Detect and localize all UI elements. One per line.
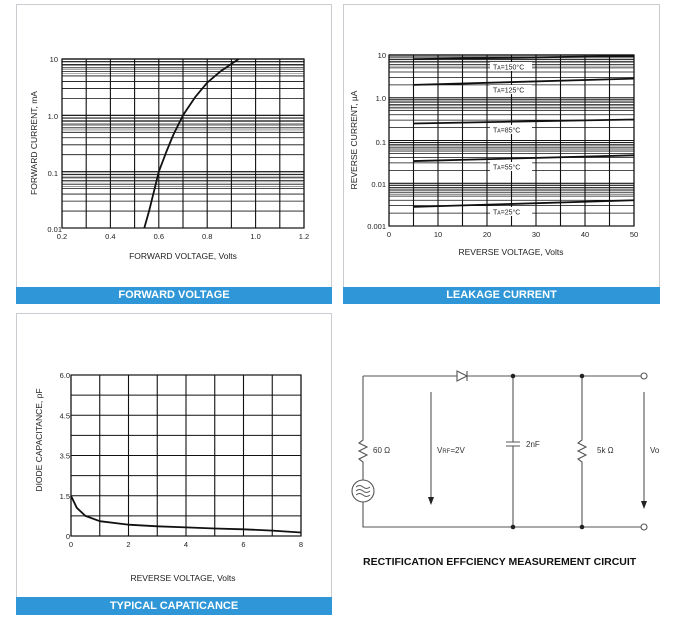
leakage-line <box>414 79 635 85</box>
series-label: TA=150°C <box>493 64 525 72</box>
fv-xtick: 0.2 <box>56 232 68 241</box>
lc-xtick: 50 <box>629 230 639 239</box>
series-label: TA=85°C <box>493 127 521 135</box>
fv-y-axis-label: FORWARD CURRENT, mA <box>29 91 39 195</box>
lc-yticks <box>367 51 386 231</box>
label-vrf: VRF=2V <box>437 446 465 455</box>
forward-voltage-chart <box>62 59 304 228</box>
leakage-current-title-bar: LEAKAGE CURRENT <box>343 287 660 304</box>
label-2nf: 2nF <box>526 440 540 449</box>
tc-xtick: 6 <box>241 540 246 549</box>
lc-xtick: 40 <box>580 230 590 239</box>
lc-ytick: 10 <box>377 51 386 60</box>
tc-xtick: 4 <box>183 540 189 549</box>
resistor-5k-ohm-icon <box>578 376 586 527</box>
lc-y-axis-label: REVERSE CURRENT, µA <box>349 90 359 190</box>
fv-xtick: 1.2 <box>298 232 310 241</box>
fv-xtick: 0.6 <box>153 232 165 241</box>
fv-xtick: 0.8 <box>201 232 213 241</box>
label-5k-ohm: 5k Ω <box>597 446 614 455</box>
lc-ytick: 0.001 <box>367 222 386 231</box>
typical-capacitance-title-bar: TYPICAL CAPATICANCE <box>16 597 332 615</box>
tc-x-axis-label: REVERSE VOLTAGE, Volts <box>130 573 236 583</box>
tc-ytick: 0 <box>65 532 70 541</box>
lc-ytick: 0.1 <box>375 138 386 147</box>
lc-xticks <box>387 230 638 239</box>
vo-arrowhead-icon <box>641 501 647 509</box>
tc-ytick: 6.0 <box>59 371 70 380</box>
tc-ytick: 3.5 <box>59 451 70 461</box>
tc-ytick: 1.5 <box>59 491 70 501</box>
lc-xtick: 0 <box>386 230 392 239</box>
vrf-arrowhead-icon <box>428 497 434 505</box>
label-60-ohm: 60 Ω <box>373 446 391 455</box>
fv-x-axis-label: FORWARD VOLTAGE, Volts <box>129 251 237 261</box>
tc-xtick: 2 <box>126 540 131 549</box>
fv-ytick-10: 10 <box>49 55 58 64</box>
tc-y-axis-label: DIODE CAPACITANCE, pF <box>34 388 44 492</box>
fv-xtick: 0.4 <box>105 232 116 241</box>
lc-ytick: 0.01 <box>371 180 386 189</box>
typical-capacitance-chart <box>71 375 301 536</box>
node-dot <box>580 525 585 530</box>
fv-xticks <box>57 232 309 241</box>
series-label: TA=125°C <box>493 87 525 95</box>
output-terminal-top <box>641 373 647 379</box>
tc-yticks <box>60 371 70 541</box>
node-dot <box>511 525 516 530</box>
wire-bottom <box>363 502 641 527</box>
lc-xtick: 10 <box>433 230 443 239</box>
resistor-60-ohm-icon <box>359 376 367 480</box>
series-label: TA=55°C <box>493 164 521 172</box>
leakage-line <box>414 155 635 161</box>
fv-ytick-1: 1.0 <box>47 112 58 121</box>
node-dot <box>580 374 585 379</box>
tc-ytick: 4.5 <box>59 411 70 421</box>
label-vo: Vo <box>650 446 660 455</box>
node-dot <box>511 374 516 379</box>
tc-xtick: 8 <box>298 540 304 549</box>
tc-xtick: 0 <box>68 540 74 549</box>
lc-xtick: 30 <box>531 230 541 239</box>
output-terminal-bottom <box>641 524 647 530</box>
diode-icon <box>457 371 467 381</box>
circuit-title: RECTIFICATION EFFCIENCY MEASUREMENT CIRCUIT <box>363 556 637 568</box>
lc-x-axis-label: REVERSE VOLTAGE, Volts <box>458 247 564 257</box>
lc-ytick: 1.0 <box>375 94 386 103</box>
fv-ytick-01: 0.1 <box>47 169 58 178</box>
capacitor-2nf-icon <box>506 376 520 527</box>
leakage-current-chart <box>389 55 634 226</box>
tc-xticks <box>69 540 303 549</box>
fv-ytick-001: 0.01 <box>47 225 62 234</box>
series-label: TA=25°C <box>493 209 521 217</box>
fv-xtick: 1.0 <box>250 232 261 241</box>
lc-xtick: 20 <box>482 230 492 239</box>
forward-voltage-title-bar: FORWARD VOLTAGE <box>16 287 332 304</box>
ac-wave-glyph <box>356 486 370 497</box>
